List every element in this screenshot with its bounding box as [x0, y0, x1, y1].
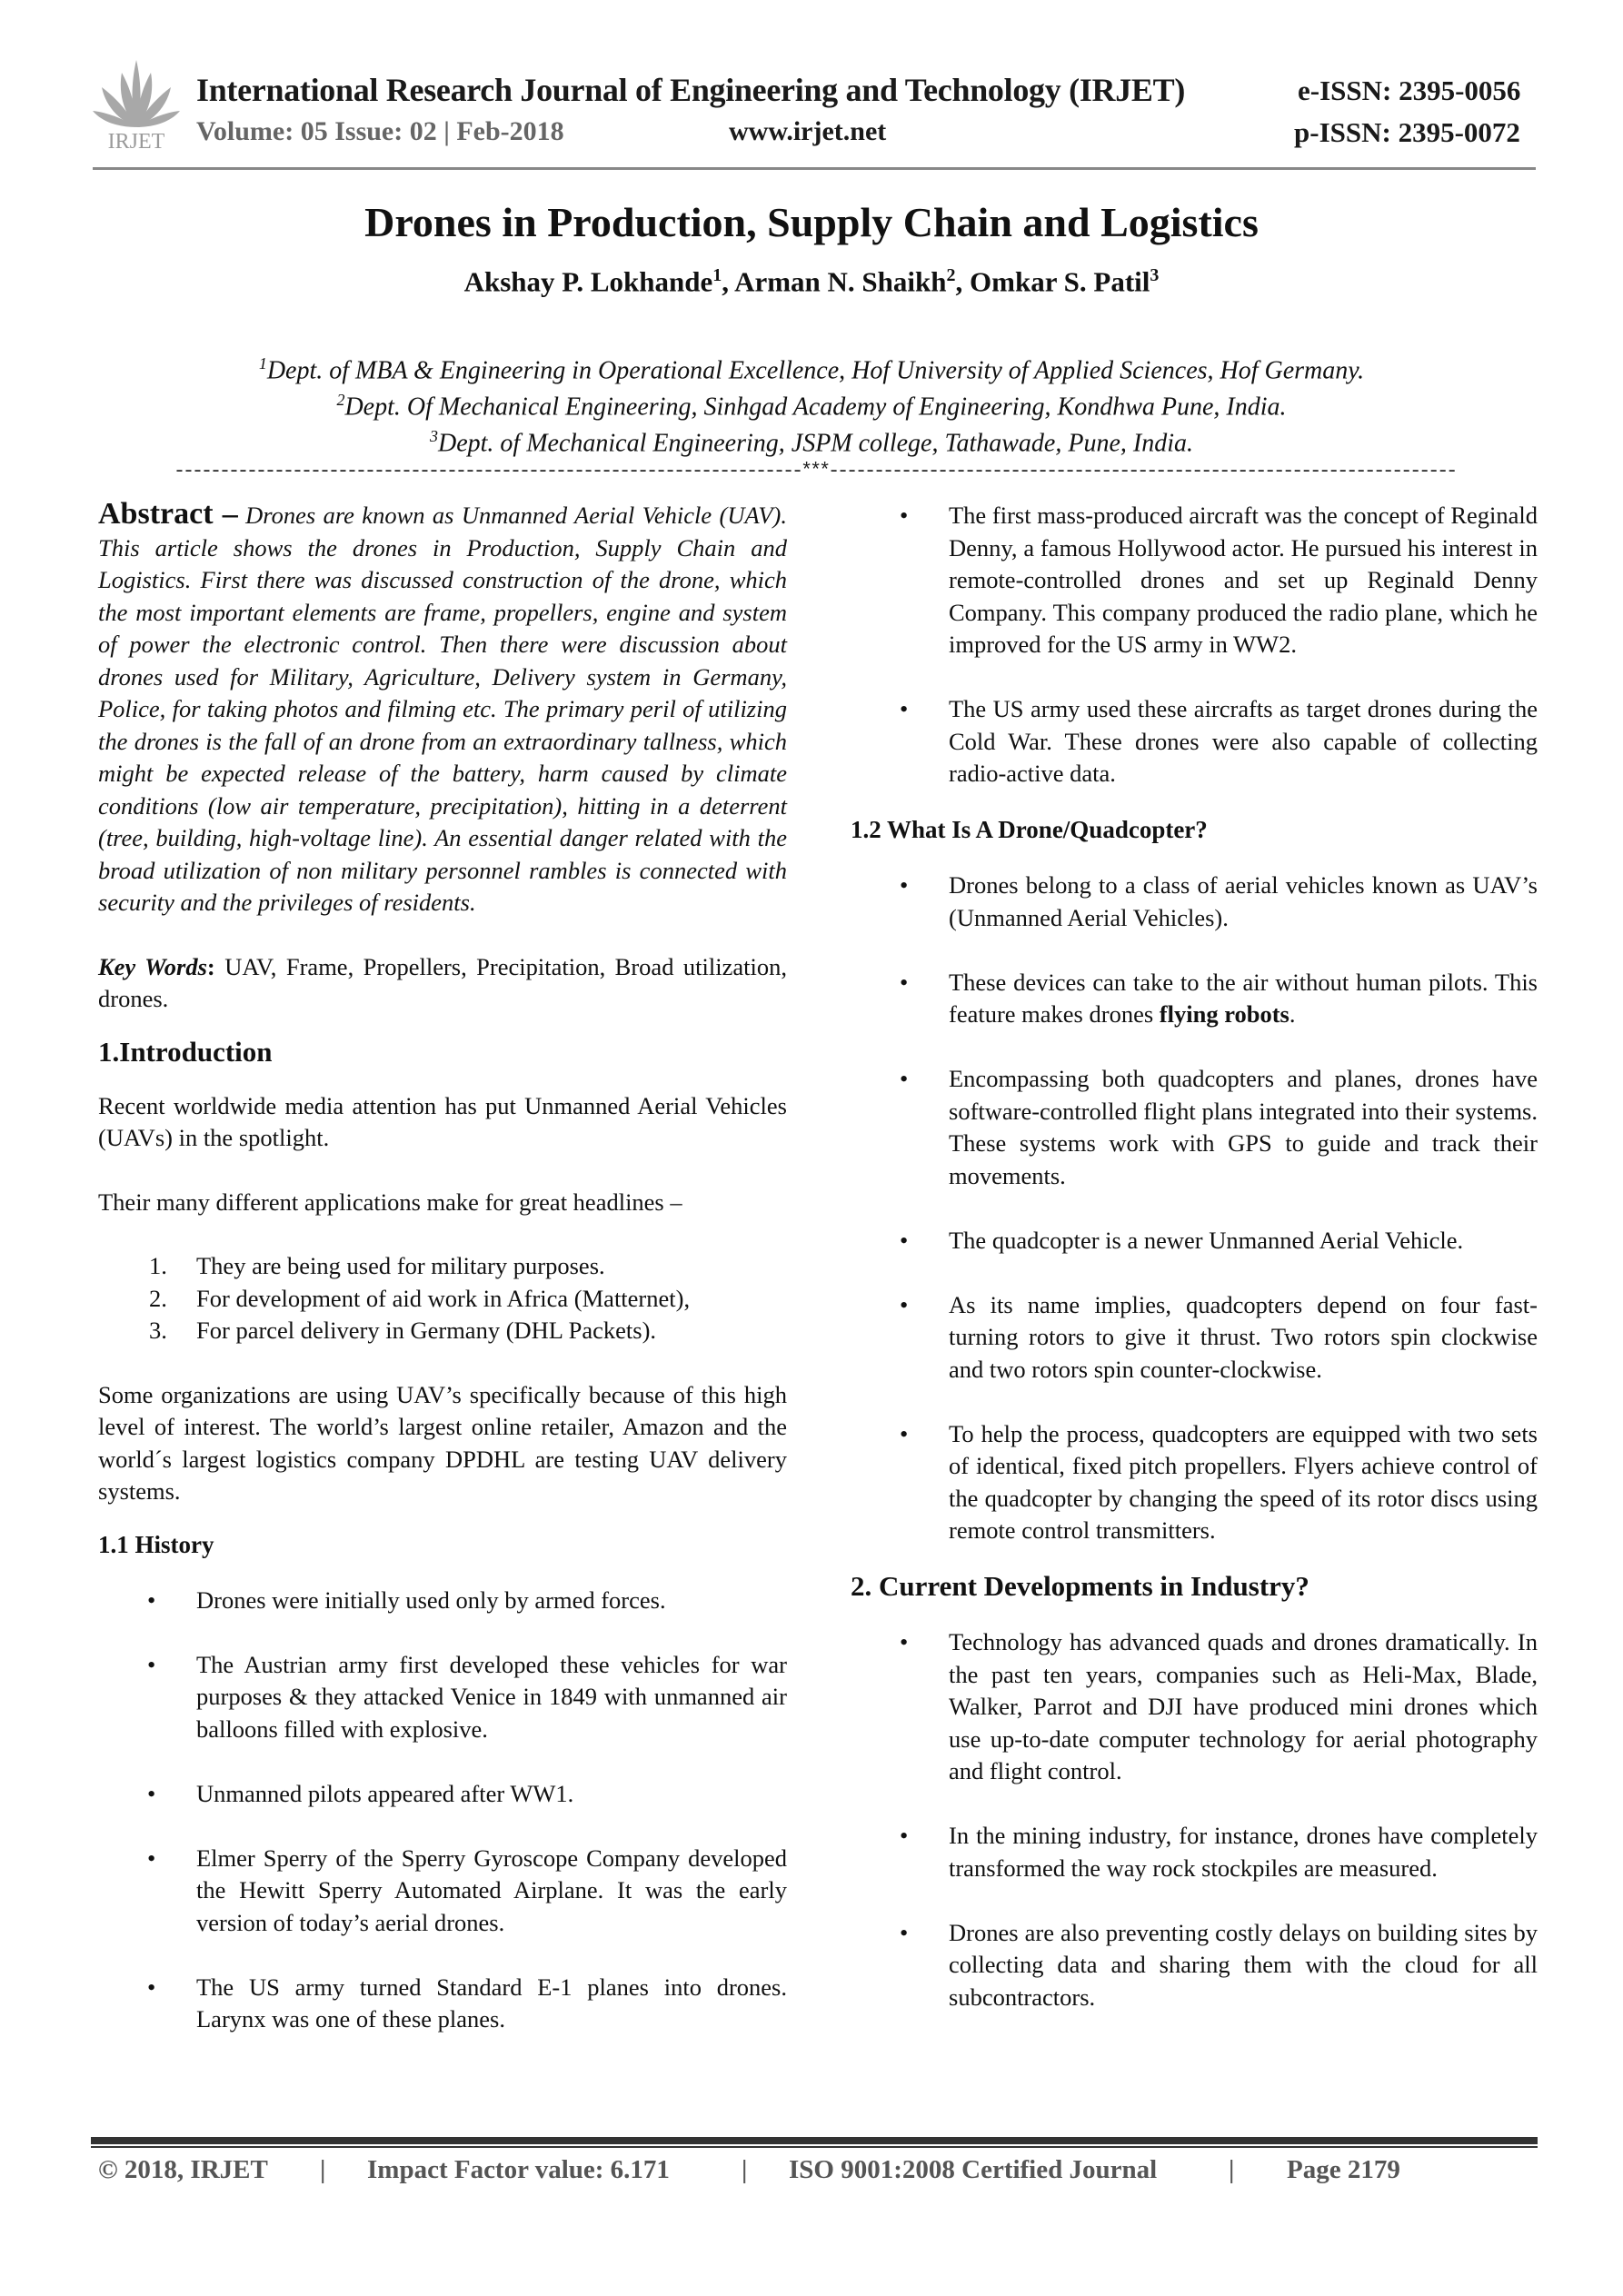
keywords-colon: : — [206, 952, 215, 980]
affiliation — [0, 427, 1623, 458]
abstract-text: Drones are known as Unmanned Aerial Vehicle (UAV). This article shows the drones in Production, Supply Chain and Logistics. First there was discussed construction of the drone, which the most important elements are frame, propellers, engine and system of power the electronic control. Then there were discussion about drones used for Military, Agriculture, Delivery system in Germany, Police, for taking photos and filming etc. The primary peril of utilizing the drones is the fall of an drone from an extraordinary tallness, which might be expected release of the battery, harm caused by climate conditions (low air temperature, precipitation), hitting in a deterrent (tree, building, high-voltage line). An essential danger related with the broad utilization of non military personnel rambles is connected with security and the privileges of residents. — [98, 502, 787, 916]
list-item-text: For parcel delivery in Germany (DHL Packets). — [196, 1317, 657, 1344]
irjet-logo — [91, 56, 182, 156]
affiliation-text: Dept. Of Mechanical Engineering, Sinhgad Academy of Engineering, Kondhwa Pune, India. — [344, 393, 1287, 422]
list-number: 1. — [149, 1252, 167, 1279]
list-item — [851, 1063, 1538, 1192]
bullet-icon: • — [147, 1779, 156, 1807]
bullet-icon: • — [900, 1226, 909, 1254]
header-rule — [93, 167, 1536, 170]
p-issn: p-ISSN: 2395-0072 — [1294, 116, 1520, 148]
bullet-icon: • — [900, 1065, 909, 1092]
footer-iso: ISO 9001:2008 Certified Journal — [789, 2155, 1158, 2184]
list-item-text: To help the process, quadcopters are equipped with two sets of identical, fixed pitch propellers. Flyers achieve control of the quadcopter by changing the speed of its rotor discs using remote control transmitters. — [949, 1419, 1538, 1544]
list-item — [98, 1315, 787, 1347]
volume-issue: Volume: 05 Issue: 02 | Feb-2018 — [196, 116, 564, 146]
affiliation-sup: 1 — [258, 354, 267, 373]
industry-bullet-list — [851, 1626, 1538, 2013]
list-item — [851, 693, 1538, 790]
keywords — [98, 951, 787, 1016]
footer-rule-thin — [91, 2146, 1538, 2148]
logo-text: IRJET — [107, 130, 165, 154]
footer-page-number: Page 2179 — [1287, 2155, 1400, 2184]
intro-paragraph: Some organizations are using UAV’s specifically because of this high level of interest. The world’s largest online retailer, Amazon and the world´s largest logistics company DPDHL are testing UAV delivery systems. — [98, 1380, 787, 1505]
list-item — [98, 1250, 787, 1283]
list-item-text: Unmanned pilots appeared after WW1. — [196, 1779, 574, 1807]
list-item — [851, 500, 1538, 661]
footer-separator: | — [742, 2155, 748, 2184]
section-heading-current-developments: 2. Current Developments in Industry? — [851, 1570, 1309, 1602]
bullet-icon: • — [147, 1973, 156, 2001]
list-item-text: Encompassing both quadcopters and planes, drones have software-controlled flight plans integrated into their systems. These systems work with GPS to guide and track their movements. — [949, 1065, 1538, 1189]
list-item — [851, 1225, 1538, 1257]
emphasis-text: flying robots — [1159, 1000, 1289, 1028]
list-item-text: Drones are also preventing costly delays on building sites by collecting data and sharing them with the cloud for all subcontractors. — [949, 1918, 1538, 2011]
leaf-logo-icon — [91, 56, 182, 131]
bullet-icon: • — [900, 502, 909, 529]
bullet-icon: • — [900, 695, 909, 722]
intro-paragraph: Recent worldwide media attention has put Unmanned Aerial Vehicles (UAVs) in the spotlight. — [98, 1091, 787, 1151]
paper-title: Drones in Production, Supply Chain and Logistics — [364, 199, 1259, 245]
list-item-text: The US army used these aircrafts as target drones during the Cold War. These drones were also capable of collecting radio-active data. — [949, 695, 1538, 787]
intro-numbered-list — [98, 1250, 787, 1347]
list-item-text: Drones were initially used only by armed forces. — [196, 1585, 666, 1614]
list-item-text: In the mining industry, for instance, drones have completely transformed the way rock stockpiles are measured. — [949, 1822, 1538, 1882]
list-item-text: They are being used for military purposes. — [196, 1252, 605, 1279]
journal-website-link[interactable]: www.irjet.net — [729, 116, 887, 146]
author-affil-sup: 1 — [712, 265, 722, 285]
drone-bullet-list — [851, 870, 1538, 1547]
list-item — [98, 1843, 787, 1940]
list-item — [851, 967, 1538, 1031]
list-item-text: These devices can take to the air without human pilots. This feature makes drones — [949, 968, 1538, 1028]
list-item — [98, 1585, 787, 1617]
history-bullet-list-continued — [851, 500, 1538, 790]
abstract-label: Abstract – — [98, 497, 238, 531]
list-item — [98, 1649, 787, 1746]
history-bullet-list — [98, 1585, 787, 2036]
left-column — [98, 498, 787, 2068]
keywords-label: Key Words — [98, 952, 207, 980]
list-item — [851, 1418, 1538, 1547]
list-item-text: The first mass-produced aircraft was the concept of Reginald Denny, a famous Hollywood actor. He pursued his interest in remote-controlled drones and set up Reginald Denny Company. This company produced the radio plane, which he improved for the US army in WW2. — [949, 502, 1538, 658]
list-item — [851, 1917, 1538, 2014]
affiliation — [0, 391, 1623, 422]
list-number: 2. — [149, 1284, 167, 1312]
list-item-text: For development of aid work in Africa (Matternet), — [196, 1284, 691, 1312]
author-sep: , — [722, 265, 735, 298]
author-affil-sup: 3 — [1150, 265, 1160, 285]
list-item-text: Technology has advanced quads and drones dramatically. In the past ten years, companies such as Heli-Max, Blade, Walker, Parrot and DJI have produced mini drones which use up-to-date computer technology for aerial photography and flight control. — [949, 1628, 1538, 1784]
bullet-icon: • — [900, 1628, 909, 1655]
journal-title: International Research Journal of Engineering and Technology (IRJET) — [196, 72, 1186, 108]
list-item — [851, 1820, 1538, 1884]
footer-impact-factor: Impact Factor value: 6.171 — [367, 2155, 670, 2184]
list-item-text: Elmer Sperry of the Sperry Gyroscope Company developed the Hewitt Sperry Automated Airplane. It was the early version of today’s aerial drones. — [196, 1844, 787, 1936]
section-heading-what-is-drone: 1.2 What Is A Drone/Quadcopter? — [851, 816, 1208, 843]
e-issn: e-ISSN: 2395-0056 — [1298, 75, 1521, 106]
section-heading-history: 1.1 History — [98, 1530, 214, 1558]
intro-paragraph: Their many different applications make for great headlines – — [98, 1188, 682, 1216]
affiliation-sup: 2 — [336, 391, 345, 409]
section-divider: ---------------------------------------------------------------------***--------------------------------------------------------------------- — [173, 460, 1456, 482]
affiliation-text: Dept. of MBA & Engineering in Operational Excellence, Hof University of Applied Sciences, Hof Germany. — [266, 356, 1365, 385]
author-name: Omkar S. Patil — [970, 265, 1150, 298]
list-item-text: The quadcopter is a newer Unmanned Aerial Vehicle. — [949, 1226, 1464, 1254]
author-sep: , — [955, 265, 971, 298]
list-item-text: . — [1289, 1000, 1296, 1028]
bullet-icon: • — [900, 871, 909, 899]
list-item — [98, 1778, 787, 1811]
author-name: Akshay P. Lokhande — [463, 265, 713, 298]
bullet-icon: • — [900, 968, 909, 996]
bullet-icon: • — [900, 1419, 909, 1447]
bullet-icon: • — [147, 1650, 156, 1678]
list-item — [98, 1972, 787, 2036]
affiliation-sup: 3 — [429, 427, 438, 445]
affiliation — [0, 354, 1623, 385]
author-name: Arman N. Shaikh — [734, 265, 947, 298]
footer-separator: | — [320, 2155, 326, 2184]
list-item — [851, 1289, 1538, 1387]
footer-rule-thick — [91, 2137, 1538, 2144]
list-item — [98, 1283, 787, 1316]
right-column — [851, 500, 1538, 2046]
author-affil-sup: 2 — [946, 265, 956, 285]
author-list — [0, 265, 1623, 298]
list-item-text: The US army turned Standard E-1 planes into drones. Larynx was one of these planes. — [196, 1973, 787, 2033]
bullet-icon: • — [147, 1844, 156, 1872]
abstract — [98, 498, 787, 919]
footer-separator: | — [1229, 2155, 1235, 2184]
bullet-icon: • — [147, 1585, 156, 1614]
section-heading-introduction: 1.Introduction — [98, 1035, 273, 1068]
list-item-text: Drones belong to a class of aerial vehicles known as UAV’s (Unmanned Aerial Vehicles). — [949, 871, 1538, 931]
list-item — [851, 870, 1538, 934]
bullet-icon: • — [900, 1918, 909, 1946]
bullet-icon: • — [900, 1290, 909, 1318]
list-number: 3. — [149, 1317, 167, 1344]
list-item-text: The Austrian army first developed these vehicles for war purposes & they attacked Venice in 1849 with unmanned air balloons filled with explosive. — [196, 1650, 787, 1743]
affiliation-text: Dept. of Mechanical Engineering, JSPM college, Tathawade, Pune, India. — [437, 429, 1193, 458]
list-item-text: As its name implies, quadcopters depend on four fast-turning rotors to give it thrust. Two rotors spin clockwise and two rotors spin counter-clockwise. — [949, 1290, 1538, 1383]
list-item — [851, 1626, 1538, 1788]
footer-copyright: © 2018, IRJET — [98, 2155, 268, 2184]
bullet-icon: • — [900, 1822, 909, 1849]
keywords-text: UAV, Frame, Propellers, Precipitation, Broad utilization, drones. — [98, 952, 787, 1012]
